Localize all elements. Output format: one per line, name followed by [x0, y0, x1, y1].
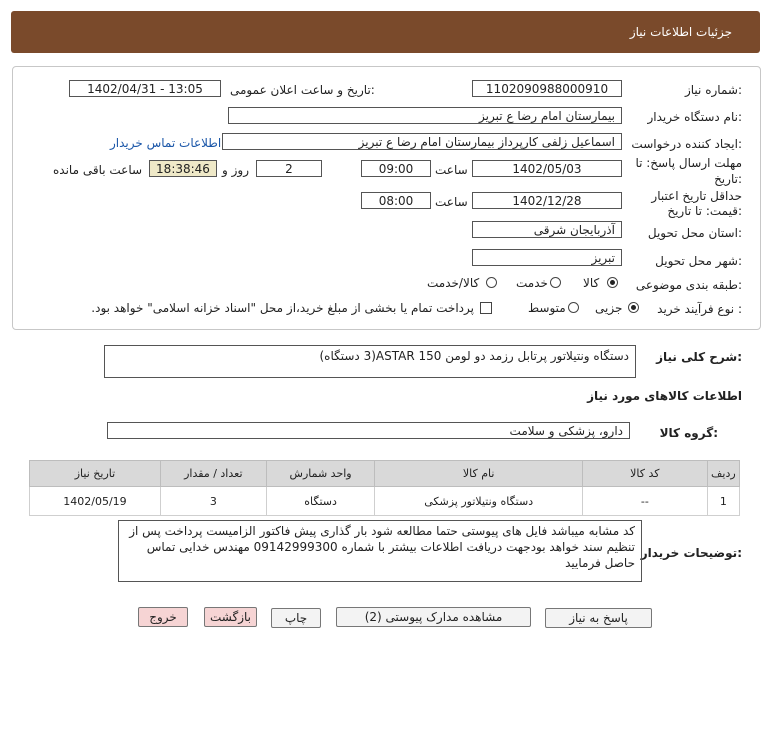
attachments-button[interactable]: مشاهده مدارک پیوستی (2) — [336, 607, 531, 627]
purchase-option-medium: متوسط — [528, 301, 566, 315]
remaining-time-field: 18:38:46 — [149, 160, 217, 177]
category-radio-goods[interactable] — [607, 277, 618, 288]
goods-info-title: اطلاعات کالاهای مورد نیاز — [587, 389, 742, 403]
announce-field[interactable]: 1402/04/31 - 13:05 — [69, 80, 221, 97]
col-row: ردیف — [707, 461, 739, 487]
col-code: کد کالا — [582, 461, 707, 487]
print-button[interactable]: چاپ — [271, 608, 321, 628]
buyer-contact-link[interactable]: اطلاعات تماس خریدار — [110, 136, 222, 150]
category-radio-goods-service[interactable] — [486, 277, 497, 288]
validity-label: حداقل تاریخ اعتبار — [651, 189, 742, 203]
purchase-option-minor: جزیی — [595, 301, 623, 315]
cell-code: -- — [582, 487, 707, 516]
buyer-org-label: نام دستگاه خریدار: — [647, 110, 742, 124]
table-row[interactable] — [30, 487, 740, 516]
buyer-notes-field[interactable]: کد مشابه میباشد فایل های پیوستی حتما مطالعه شود بار گذاری پیش فاکتور الزامیست پرداخت پس از تنظیم سند خواهد بودجهت دریافت اطلاعات بیشتر با شماره 09142999300 مهندس خدایی تماس حاصل فرمایید — [118, 520, 642, 582]
col-need-date: تاریخ نیاز — [30, 461, 161, 487]
province-field[interactable]: آذربایجان شرقی — [472, 221, 622, 238]
need-number-field[interactable]: 1102090988000910 — [472, 80, 622, 97]
validity-time-field[interactable]: 08:00 — [361, 192, 431, 209]
goods-group-label: گروه کالا: — [659, 426, 718, 440]
creator-field[interactable]: اسماعیل زلفی کارپرداز بیمارستان امام رضا ع تبریز — [222, 133, 622, 150]
validity-date-field[interactable]: 1402/12/28 — [472, 192, 622, 209]
exit-button[interactable]: خروج — [138, 607, 188, 627]
purchase-type-label: نوع فرآیند خرید : — [657, 302, 742, 316]
table-header-row — [30, 461, 740, 487]
deadline-date-field[interactable]: 1402/05/03 — [472, 160, 622, 177]
goods-group-field[interactable]: دارو، پزشکی و سلامت — [107, 422, 630, 439]
cell-need-date: 1402/05/19 — [30, 487, 161, 516]
deadline-label-2: تاریخ: — [714, 172, 742, 186]
creator-label: ایجاد کننده درخواست: — [631, 137, 742, 151]
validity-time-label: ساعت — [435, 195, 468, 209]
col-quantity: تعداد / مقدار — [160, 461, 266, 487]
category-option-service: خدمت — [516, 276, 548, 290]
deadline-time-field[interactable]: 09:00 — [361, 160, 431, 177]
purchase-radio-medium[interactable] — [568, 302, 579, 313]
reply-button[interactable]: پاسخ به نیاز — [545, 608, 652, 628]
city-label: شهر محل تحویل: — [655, 254, 742, 268]
buyer-org-field[interactable]: بیمارستان امام رضا ع تبریز — [228, 107, 622, 124]
deadline-label: مهلت ارسال پاسخ: تا — [635, 156, 742, 170]
remaining-time-label: ساعت باقی مانده — [53, 163, 143, 177]
province-label: استان محل تحویل: — [647, 226, 742, 240]
col-name: نام کالا — [375, 461, 582, 487]
col-unit: واحد شمارش — [266, 461, 375, 487]
validity-label-2: قیمت: تا تاریخ: — [667, 204, 742, 218]
cell-row: 1 — [707, 487, 739, 516]
back-button[interactable]: بازگشت — [204, 607, 257, 627]
deadline-days-label: روز و — [222, 163, 249, 177]
buyer-notes-label: توضیحات خریدار: — [640, 546, 742, 560]
treasury-bonds-text: پرداخت تمام یا بخشی از مبلغ خرید،از محل "اسناد خزانه اسلامی" خواهد بود. — [91, 301, 474, 315]
category-option-goods: کالا — [583, 276, 600, 290]
category-label: طبقه بندی موضوعی: — [635, 278, 742, 292]
city-field[interactable]: تبریز — [472, 249, 622, 266]
description-label: شرح کلی نیاز: — [656, 350, 742, 364]
deadline-time-label: ساعت — [435, 163, 468, 177]
goods-table — [29, 460, 740, 516]
category-option-goods-service: کالا/خدمت — [427, 276, 480, 290]
description-field[interactable]: دستگاه ونتیلاتور پرتابل رزمد دو لومن ASTAR 150(3 دستگاه) — [104, 345, 636, 378]
cell-unit: دستگاه — [266, 487, 375, 516]
treasury-bonds-checkbox[interactable] — [480, 302, 492, 314]
need-number-label: شماره نیاز: — [684, 83, 742, 97]
cell-name: دستگاه ونتیلاتور پزشکی — [375, 487, 582, 516]
page-title: جزئیات اطلاعات نیاز — [629, 25, 732, 39]
category-radio-service[interactable] — [550, 277, 561, 288]
cell-quantity: 3 — [160, 487, 266, 516]
page-header — [11, 11, 760, 53]
purchase-radio-minor[interactable] — [628, 302, 639, 313]
announce-label: تاریخ و ساعت اعلان عمومی: — [230, 83, 375, 97]
deadline-days-field[interactable]: 2 — [256, 160, 322, 177]
